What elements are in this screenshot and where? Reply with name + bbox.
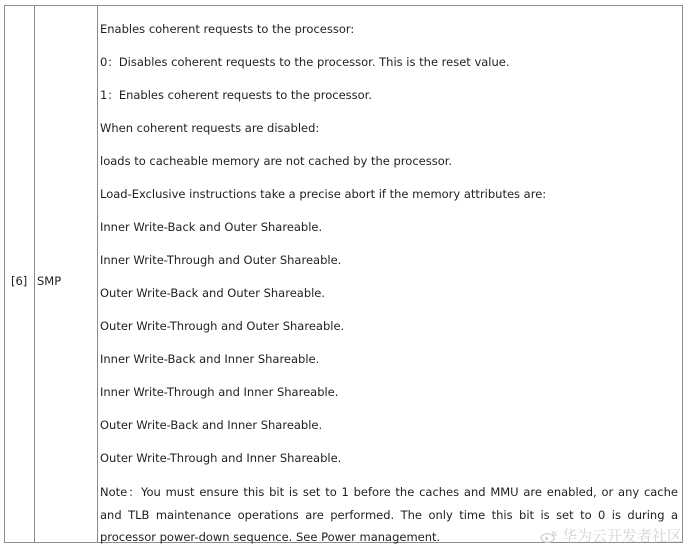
column-divider: [34, 6, 35, 542]
watermark: [540, 525, 682, 546]
bits-cell: [6]: [11, 274, 28, 288]
description-paragraph: When coherent requests are disabled:: [100, 121, 320, 135]
field-name-cell: SMP: [37, 274, 62, 288]
description-paragraph: Inner Write-Back and Outer Shareable.: [100, 220, 323, 234]
register-field-table: [4, 5, 683, 543]
description-note: Note：You must ensure this bit is set to 1 before the caches and MMU are enabled, or any cache and TLB maintenance operations are performed. The only time this bit is set to 0 is during a processor power-down sequence. See Power management.: [100, 485, 678, 544]
description-paragraph: Inner Write-Through and Inner Shareable.: [100, 385, 339, 399]
description-paragraph: Outer Write-Through and Outer Shareable.: [100, 319, 345, 333]
weibo-icon: [540, 529, 558, 542]
description-paragraph: Outer Write-Back and Inner Shareable.: [100, 418, 323, 432]
description-paragraph: loads to cacheable memory are not cached by the processor.: [100, 154, 453, 168]
description-paragraph: Load-Exclusive instructions take a precise abort if the memory attributes are:: [100, 187, 547, 201]
column-divider: [97, 6, 98, 542]
watermark-text: 华为云开发者社区: [561, 527, 682, 545]
description-paragraph: Enables coherent requests to the processor:: [100, 22, 355, 36]
description-paragraph: 1：Enables coherent requests to the processor.: [100, 88, 373, 102]
description-paragraph: Inner Write-Through and Outer Shareable.: [100, 253, 342, 267]
description-paragraph: 0：Disables coherent requests to the processor. This is the reset value.: [100, 55, 510, 69]
description-paragraph: Outer Write-Back and Outer Shareable.: [100, 286, 326, 300]
description-paragraph: Outer Write-Through and Inner Shareable.: [100, 451, 342, 465]
description-paragraph: Inner Write-Back and Inner Shareable.: [100, 352, 320, 366]
